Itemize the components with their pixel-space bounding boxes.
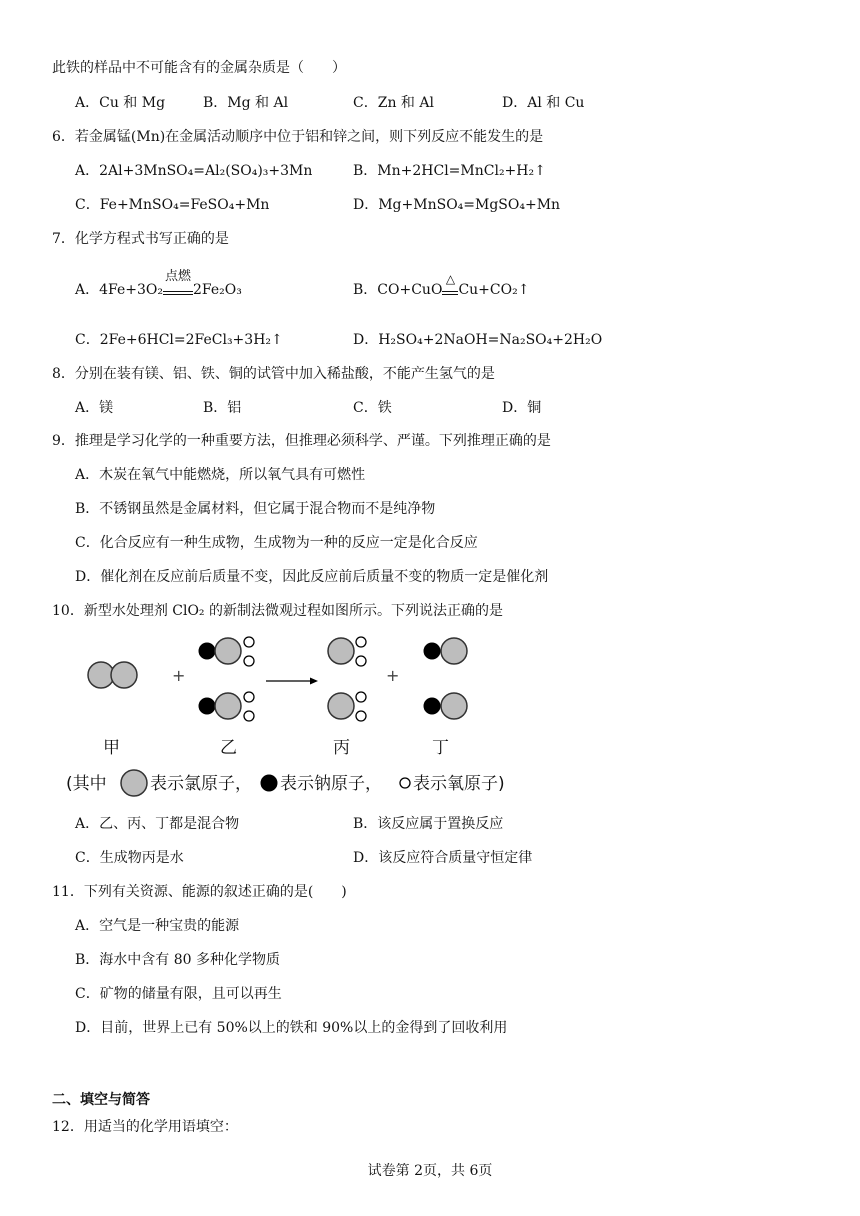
molecule-bing-2 — [328, 692, 366, 721]
molecule-bing-1 — [328, 637, 366, 666]
q11-option-b: B．海水中含有 80 多种化学物质 — [75, 952, 281, 968]
cl-atom — [441, 638, 467, 664]
q9-option-a: A．木炭在氧气中能燃烧，所以氧气具有可燃性 — [75, 467, 366, 483]
q9-option-b: B．不锈钢虽然是金属材料，但它属于混合物而不是纯净物 — [75, 501, 436, 517]
cl-atom — [215, 638, 241, 664]
q10-option-a: A．乙、丙、丁都是混合物 — [75, 816, 240, 832]
na-atom — [424, 698, 440, 714]
q7-b-reactants: CO+CuO — [377, 282, 443, 298]
cl-atom — [111, 662, 137, 688]
q7-a-condition-text: 点燃 — [164, 269, 191, 284]
q7-option-c: C．2Fe+6HCl=2FeCl₃+3H₂↑ — [75, 332, 283, 348]
o-atom — [356, 656, 366, 666]
o-atom — [244, 711, 254, 721]
molecule-yi-1 — [199, 637, 254, 666]
legend-cl-atom — [121, 770, 147, 796]
q6-option-b: B．Mn+2HCl=MnCl₂+H₂↑ — [353, 163, 546, 179]
label-yi: 乙 — [220, 738, 237, 758]
reaction-diagram — [60, 630, 520, 805]
o-atom — [356, 637, 366, 647]
q7-a-products: 2Fe₂O₃ — [193, 282, 242, 298]
label-jia: 甲 — [103, 738, 120, 758]
cl-atom — [215, 693, 241, 719]
question-12-stem: 12．用适当的化学用语填空： — [52, 1119, 238, 1135]
molecule-jia — [88, 662, 137, 688]
q6-option-a: A．2Al+3MnSO₄=Al₂(SO₄)₃+3Mn — [75, 163, 313, 179]
cl-atom — [328, 693, 354, 719]
cl-atom — [88, 662, 114, 688]
q11-option-d: D．目前，世界上已有 50%以上的铁和 90%以上的金得到了回收利用 — [75, 1020, 508, 1036]
reaction-arrow — [266, 678, 318, 685]
na-atom — [199, 698, 215, 714]
cl-atom — [328, 638, 354, 664]
question-9-stem: 9．推理是学习化学的一种重要方法，但推理必须科学、严谨。下列推理正确的是 — [52, 433, 551, 449]
q7-b-products: Cu+CO₂↑ — [458, 282, 530, 298]
q11-option-a: A．空气是一种宝贵的能源 — [75, 918, 240, 934]
question-11-stem: 11．下列有关资源、能源的叙述正确的是( ) — [52, 884, 347, 900]
legend — [66, 770, 505, 796]
plus-sign: + — [172, 666, 186, 685]
plus-sign: + — [386, 666, 400, 685]
q8-option-c: C．铁 — [353, 400, 392, 416]
molecule-ding-1 — [424, 638, 467, 664]
q6-option-c: C．Fe+MnSO₄=FeSO₄+Mn — [75, 197, 270, 213]
q7-b-condition-text: △ — [445, 272, 456, 286]
q7-a-label: A． — [75, 282, 100, 298]
question-5-stem: 此铁的样品中不可能含有的金属杂质是（ ） — [52, 60, 346, 76]
q8-option-a: A．镁 — [75, 400, 114, 416]
o-atom — [356, 711, 366, 721]
legend-start: (其中 — [66, 774, 107, 794]
o-atom — [244, 637, 254, 647]
legend-o-atom — [400, 778, 410, 788]
legend-cl-text: 表示氯原子， — [150, 774, 252, 794]
question-6-stem: 6．若金属锰(Mn)在金属活动顺序中位于铝和锌之间，则下列反应不能发生的是 — [52, 129, 544, 145]
q7-a-condition — [163, 269, 193, 300]
label-ding: 丁 — [432, 738, 449, 758]
label-bing: 丙 — [333, 738, 350, 758]
o-atom — [244, 656, 254, 666]
q8-option-b: B．铝 — [203, 400, 242, 416]
q11-option-c: C．矿物的储量有限，且可以再生 — [75, 986, 282, 1002]
q8-option-d: D．铜 — [502, 400, 542, 416]
na-atom — [424, 643, 440, 659]
q5-option-a: A．Cu 和 Mg — [75, 95, 166, 111]
q10-option-b: B．该反应属于置换反应 — [353, 816, 504, 832]
q9-option-d: D．催化剂在反应前后质量不变，因此反应前后质量不变的物质一定是催化剂 — [75, 569, 549, 585]
q7-option-b — [353, 272, 530, 300]
q10-option-c: C．生成物丙是水 — [75, 850, 184, 866]
q5-option-d: D．Al 和 Cu — [502, 95, 585, 111]
o-atom — [356, 692, 366, 702]
legend-na-text: 表示钠原子， — [280, 774, 382, 794]
question-10-stem: 10．新型水处理剂 ClO₂ 的新制法微观过程如图所示。下列说法正确的是 — [52, 603, 503, 619]
section-2-heading: 二、填空与简答 — [52, 1092, 150, 1108]
q5-option-c: C．Zn 和 Al — [353, 95, 434, 111]
q10-option-d: D．该反应符合质量守恒定律 — [353, 850, 533, 866]
q7-option-d: D．H₂SO₄+2NaOH=Na₂SO₄+2H₂O — [353, 332, 603, 348]
o-atom — [244, 692, 254, 702]
na-atom — [199, 643, 215, 659]
q6-option-d: D．Mg+MnSO₄=MgSO₄+Mn — [353, 197, 561, 213]
question-8-stem: 8．分别在装有镁、铝、铁、铜的试管中加入稀盐酸，不能产生氢气的是 — [52, 366, 495, 382]
legend-na-atom — [261, 775, 277, 791]
q7-b-label: B． — [353, 282, 378, 298]
question-7-stem: 7．化学方程式书写正确的是 — [52, 231, 229, 247]
molecule-yi-2 — [199, 692, 254, 721]
q9-option-c: C．化合反应有一种生成物，生成物为一种的反应一定是化合反应 — [75, 535, 478, 551]
legend-o-text: 表示氧原子) — [413, 774, 505, 794]
page-footer: 试卷第 2页，共 6页 — [367, 1163, 493, 1179]
molecule-ding-2 — [424, 693, 467, 719]
cl-atom — [441, 693, 467, 719]
q5-option-b: B．Mg 和 Al — [203, 95, 289, 111]
q7-option-a — [75, 269, 242, 300]
q7-a-reactants: 4Fe+3O₂ — [99, 282, 163, 298]
q7-b-condition — [442, 272, 458, 300]
